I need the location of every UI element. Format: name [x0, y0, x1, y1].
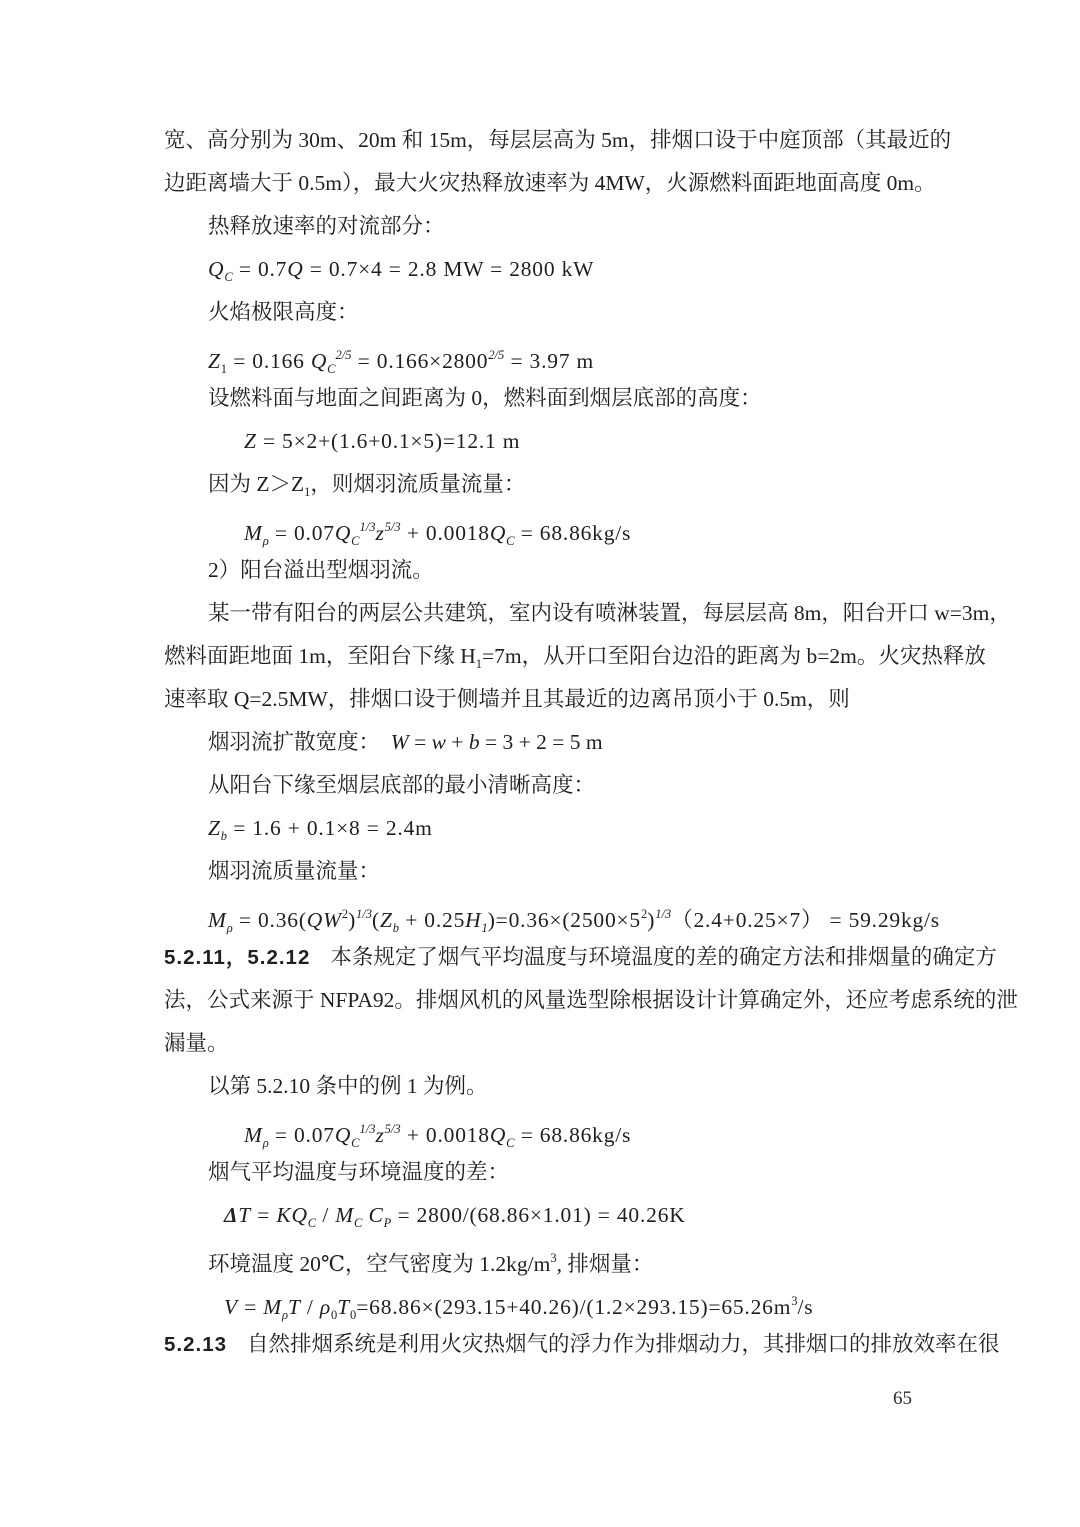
formula-line: $M_\rho = 0.07Q_C^{1/3}z^{5/3} + 0.0018Q_C = 68.86kg/s$ — [244, 520, 632, 548]
text-line: 燃料面距地面 1m，至阳台下缘 $H_1=7m$，从开口至阳台边沿的距离为 b=2m。火灾热释放 — [164, 644, 986, 671]
section-heading-5-2-11: 5.2.11，5.2.12 本条规定了烟气平均温度与环境温度的差的确定方法和排烟量的确定方 — [164, 945, 997, 969]
text-line: 以第 5.2.10 条中的例 1 为例。 — [208, 1074, 488, 1098]
text-line: 某一带有阳台的两层公共建筑，室内设有喷淋装置，每层层高 8m，阳台开口 w=3m， — [208, 601, 1011, 625]
formula-line: $\Delta T = KQ_C / M_C$ $C_P = 2800/(68.86\times 1.01) = 40.26K$ — [224, 1203, 686, 1230]
text-line: 环境温度 20℃，空气密度为 $1.2kg/m^3$, 排烟量： — [208, 1251, 654, 1276]
text-line: 从阳台下缘至烟层底部的最小清晰高度： — [208, 773, 596, 797]
text-line: 烟羽流质量流量： — [208, 859, 381, 883]
formula-line: $M_\rho = 0.07Q_C^{1/3}z^{5/3} + 0.0018Q_C = 68.86kg/s$ — [244, 1122, 632, 1150]
formula-line: $Z_b = 1.6 + 0.1\times 8 = 2.4m$ — [208, 816, 433, 843]
text-line: 设燃料面与地面之间距离为 0，燃料面到烟层底部的高度： — [208, 386, 762, 410]
formula-line: $Q_C = 0.7Q = 0.7\times 4 = 2.8$ MW = 2800 kW — [208, 257, 595, 284]
text-line: 火焰极限高度： — [208, 300, 359, 324]
text-line: 2）阳台溢出型烟羽流。 — [208, 558, 434, 582]
page-number: 65 — [893, 1388, 912, 1409]
text-line: 速率取 Q=2.5MW，排烟口设于侧墙并且其最近的边离吊顶小于 0.5m，则 — [164, 687, 850, 711]
formula-line: Z = 5×2+(1.6+0.1×5)=12.1 m — [244, 429, 521, 453]
text-line: 烟羽流扩散宽度： W = w + b = 3 + 2 = 5 m — [208, 730, 603, 754]
text-line: 宽、高分别为 30m、20m 和 15m，每层层高为 5m，排烟口设于中庭顶部（其最近的 — [164, 128, 952, 152]
formula-line: $Z_1 = 0.166$ $Q_C^{2/5} = 0.166\times 2800^{2/5} = 3.97$ m — [208, 348, 595, 376]
document-body — [164, 119, 1018, 1366]
text-line: 热释放速率的对流部分： — [208, 214, 445, 238]
text-line: 烟气平均温度与环境温度的差： — [208, 1160, 510, 1184]
section-heading-5-2-13: 5.2.13 自然排烟系统是利用火灾热烟气的浮力作为排烟动力，其排烟口的排放效率在很 — [164, 1332, 1000, 1356]
text-line: 法，公式来源于 NFPA92。排烟风机的风量选型除根据设计计算确定外，还应考虑系统的泄 — [164, 988, 1018, 1012]
formula-line: $V = M_\rho T / \rho_0T_0=68.86\times(293.15+40.26)/(1.2\times 293.15)=65.26m^3/s$ — [224, 1294, 814, 1322]
text-line: 因为 $Z>Z_1$，则烟羽流质量流量： — [208, 472, 526, 499]
text-line: 漏量。 — [164, 1031, 229, 1055]
text-line: 边距离墙大于 0.5m），最大火灾热释放速率为 4MW，火源燃料面距地面高度 0m。 — [164, 171, 936, 195]
formula-line: $M_\rho = 0.36(QW^2)^{1/3}(Z_b + 0.25H_1)=0.36\times(2500\times 5^2)^{1/3}(2.4+0.25\times 7) = 59.29kg/s$ — [208, 907, 940, 935]
